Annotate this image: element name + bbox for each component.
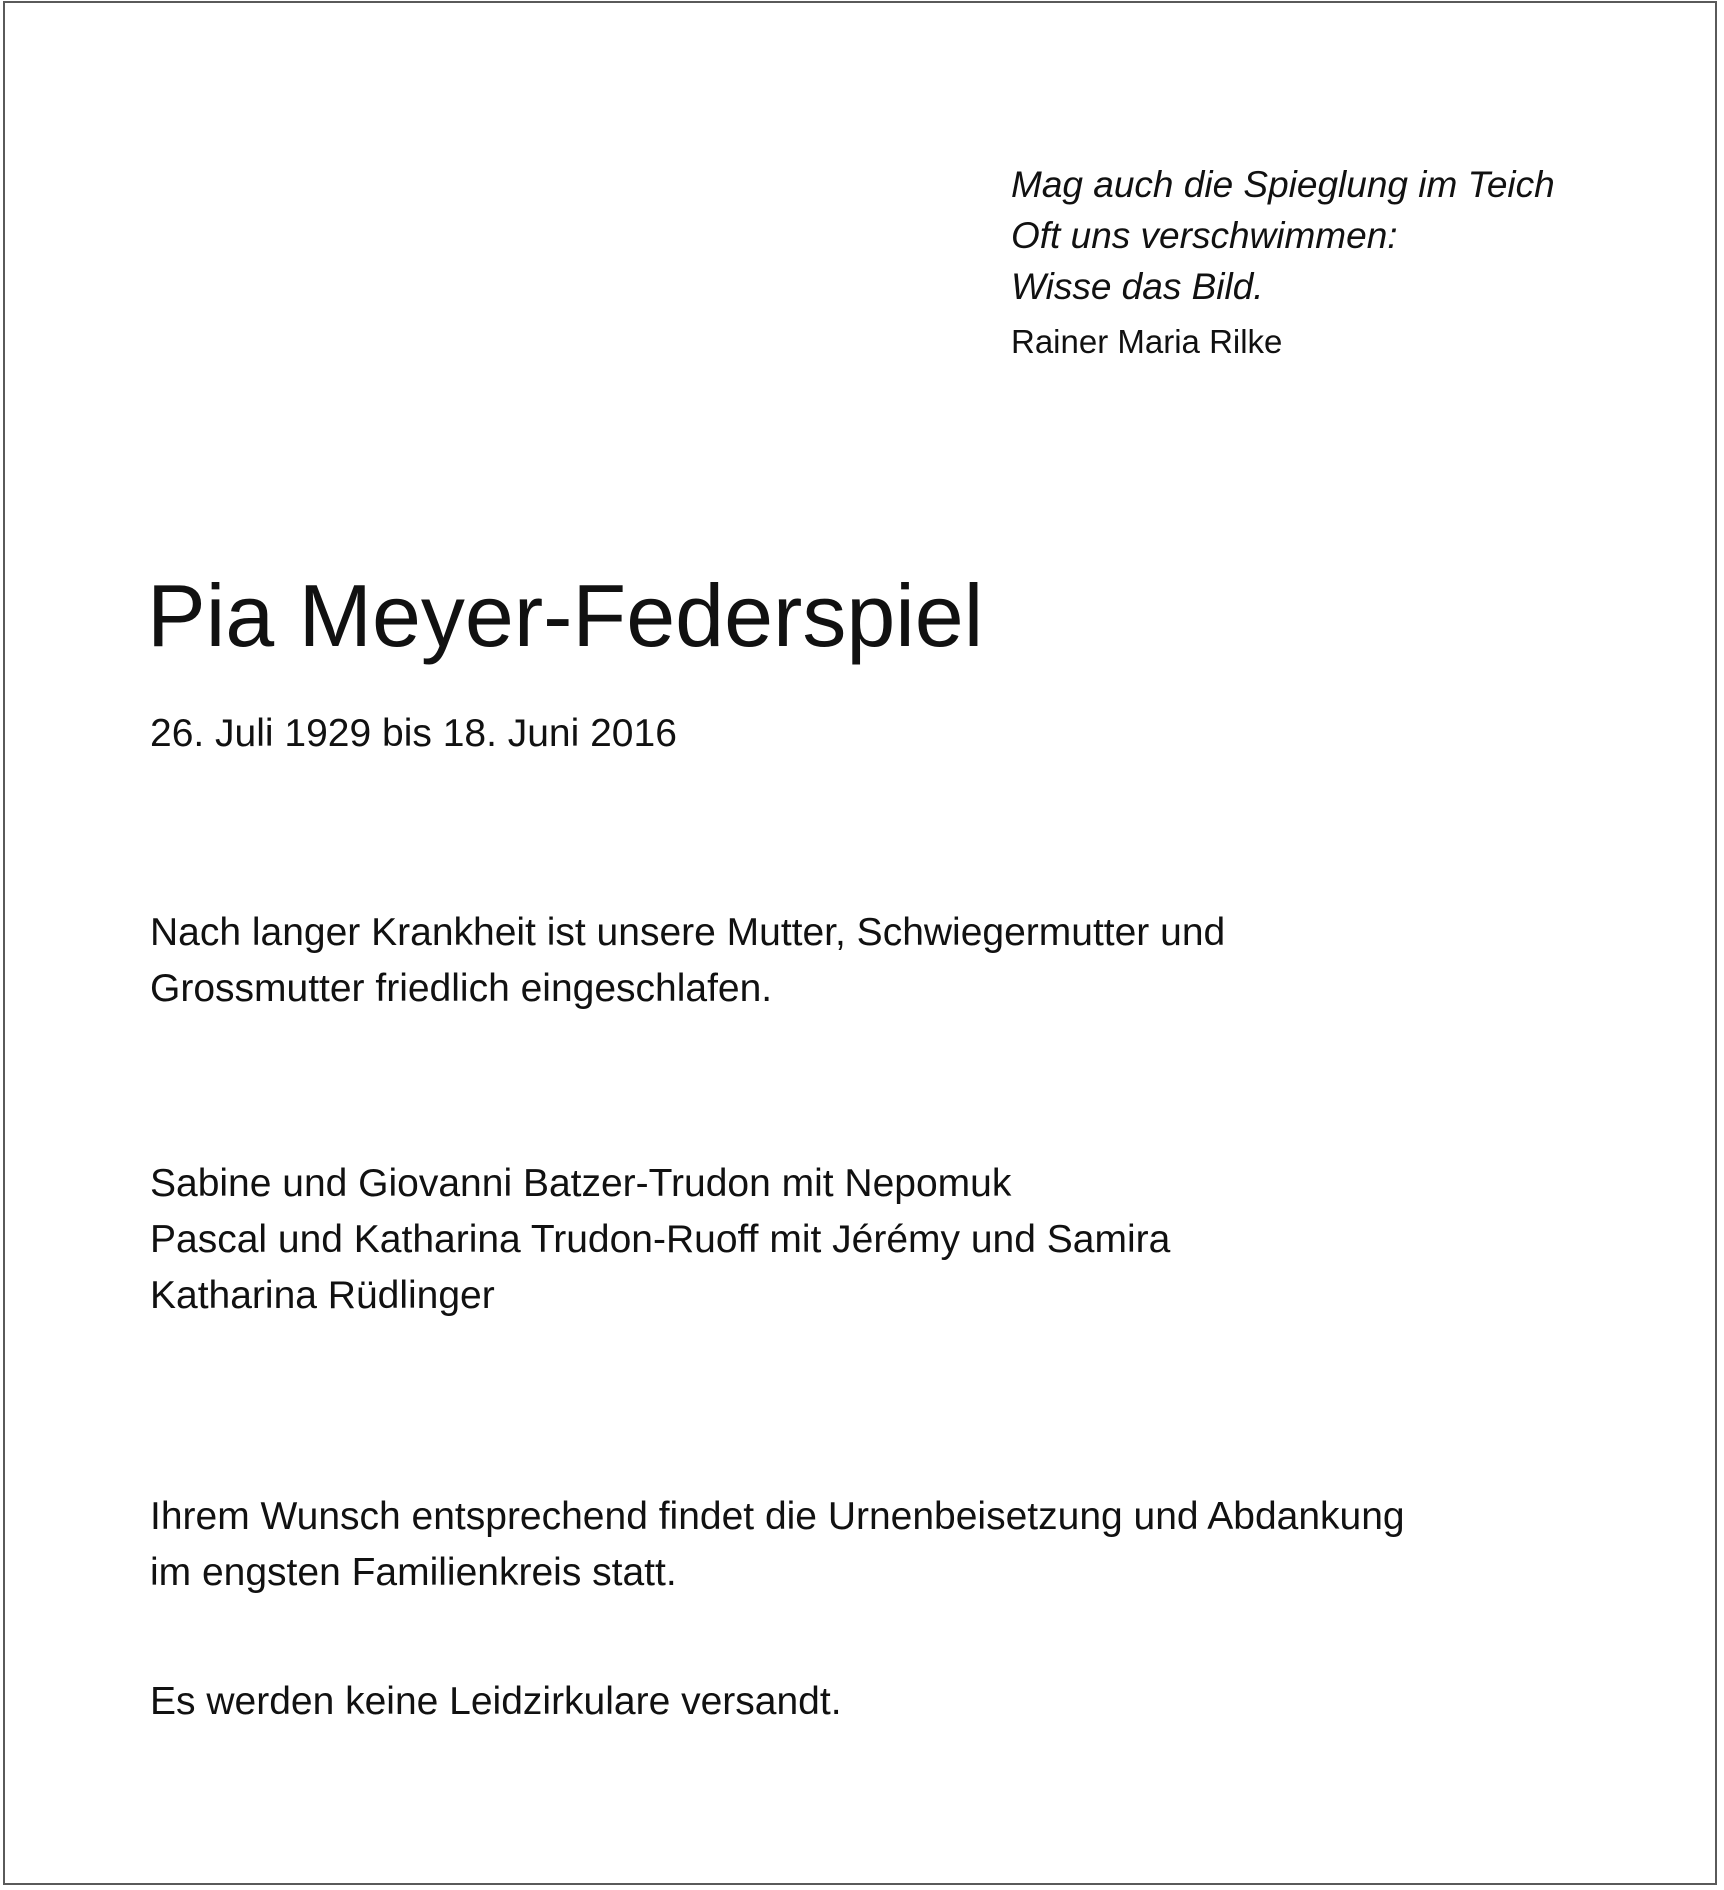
closing-note: [150, 1674, 842, 1730]
family-member-line: Katharina Rüdlinger: [150, 1274, 495, 1317]
quote-line: Wisse das Bild.: [1011, 266, 1264, 307]
family-member-line: Pascal und Katharina Trudon-Ruoff mit Jérémy und Samira: [150, 1218, 1171, 1261]
ceremony-paragraph: [150, 1489, 1405, 1601]
ceremony-line: im engsten Familienkreis statt.: [150, 1551, 677, 1594]
announcement-paragraph: [150, 905, 1225, 1017]
ceremony-line: Ihrem Wunsch entsprechend findet die Urnenbeisetzung und Abdankung: [150, 1495, 1405, 1538]
announcement-line: Grossmutter friedlich eingeschlafen.: [150, 967, 773, 1010]
announcement-line: Nach langer Krankheit ist unsere Mutter, Schwiegermutter und: [150, 911, 1226, 954]
family-member-line: Sabine und Giovanni Batzer-Trudon mit Nepomuk: [150, 1162, 1012, 1205]
quote-author: Rainer Maria Rilke: [1011, 323, 1283, 360]
deceased-name: Pia Meyer-Federspiel: [147, 566, 984, 665]
quote-line: Mag auch die Spieglung im Teich: [1011, 164, 1555, 205]
life-dates: 26. Juli 1929 bis 18. Juni 2016: [150, 712, 677, 755]
closing-note-line: Es werden keine Leidzirkulare versandt.: [150, 1680, 842, 1723]
epigraph-quote: [1011, 159, 1651, 362]
quote-line: Oft uns verschwimmen:: [1011, 215, 1398, 256]
family-list: [150, 1156, 1170, 1324]
